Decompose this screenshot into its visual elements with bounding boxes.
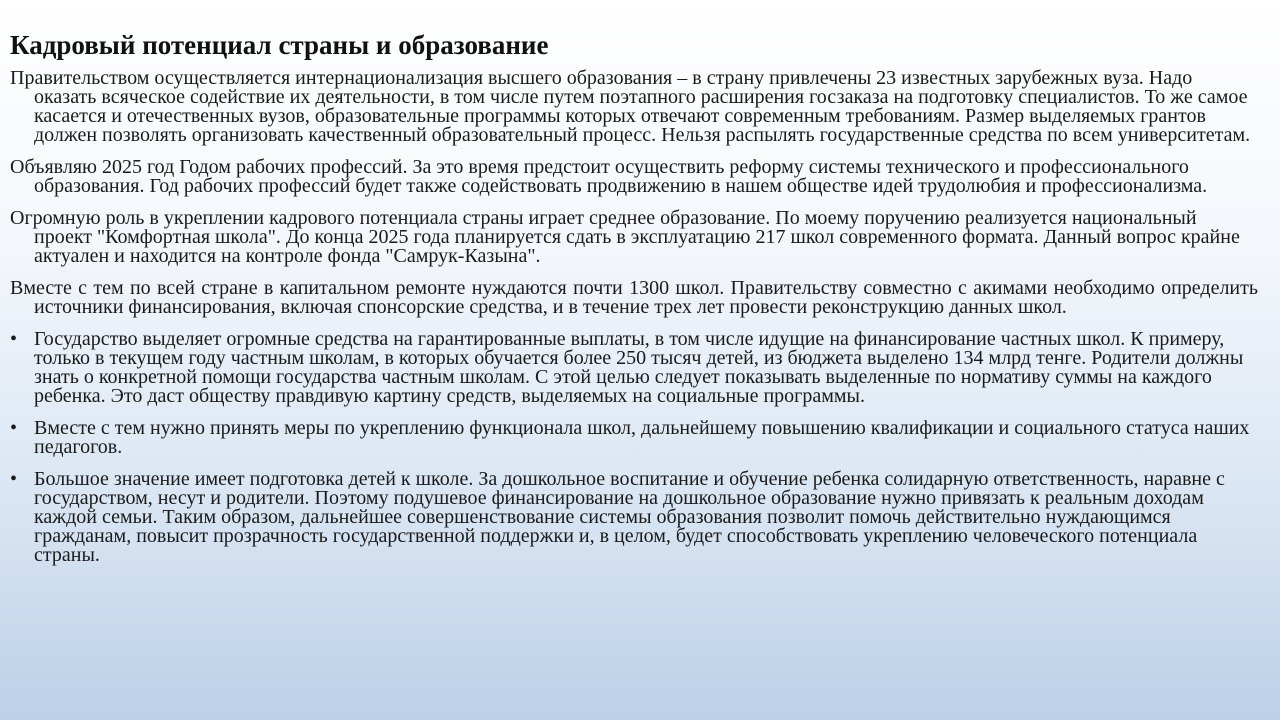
paragraph-year-of-working-professions: Объявляю 2025 год Годом рабочих профессий. За это время предстоит осуществить реформу системы технического и профессионального образования. Год рабочих профессий будет также содействовать продвижению в нашем обществе идей трудолюбия и профессионализма. [10,156,1208,197]
slide-title: Кадровый потенциал страны и образование [10,30,549,60]
bullet-marker: • [10,468,18,490]
bullet-item-teachers [10,419,1258,457]
bullet-text: Вместе с тем нужно принять меры по укреплению функционала школ, дальнейшему повышению квалификации и социального статуса наших педагогов. [34,417,1250,458]
bullet-text: Государство выделяет огромные средства на гарантированные выплаты, в том числе идущие на финансирование частных школ. К примеру, только в текущем году частным школам, в которых обучается более 250 тысяч детей, из бюджета выделено 134 млрд тенге. Родители должны знать о конкретной помощи государства частным школам. С этой целью следует показывать выделенные по нормативу суммы на каждого ребенка. Это даст обществу правдивую картину средств, выделяемых на социальные программы. [34,328,1244,407]
bullet-item-preschool [10,470,1258,565]
bullet-marker: • [10,417,18,439]
paragraph-comfortable-school: Огромную роль в укреплении кадрового потенциала страны играет среднее образование. По моему поручению реализуется национальный проект "Комфортная школа". До конца 2025 года планируется сдать в эксплуатацию 217 школ современного формата. Данный вопрос крайне актуален и находится на контроле фонда "Самрук-Казына". [10,207,1240,267]
paragraph-school-repair: Вместе с тем по всей стране в капитальном ремонте нуждаются почти 1300 школ. Правительству совместно с акимами необходимо определить источники финансирования, включая спонсорские средства, и в течение трех лет провести реконструкцию данных школ. [10,277,1258,318]
bullet-item-private-schools [10,330,1258,406]
bullet-text: Большое значение имеет подготовка детей к школе. За дошкольное воспитание и обучение ребенка солидарную ответственность, наравне с государством, несут и родители. Поэтому подушевое финансирование на дошкольное образование нужно привязать к реальным доходам каждой семьи. Таким образом, дальнейшее совершенствование системы образования позволит помочь действительно нуждающимся гражданам, повысит прозрачность государственной поддержки и, в целом, будет способствовать укреплению человеческого потенциала страны. [34,468,1225,566]
paragraph-internationalization: Правительством осуществляется интернационализация высшего образования – в страну привлечены 23 известных зарубежных вуза. Надо оказать всяческое содействие их деятельности, в том числе путем поэтапного расширения госзаказа на подготовку специалистов. То же самое касается и отечественных вузов, образовательные программы которых отвечают современным требованиям. Размер выделяемых грантов должен позволять организовать качественный образовательный процесс. Нельзя распылять государственные средства по всем университетам. [10,67,1251,146]
bullet-marker: • [10,328,18,350]
